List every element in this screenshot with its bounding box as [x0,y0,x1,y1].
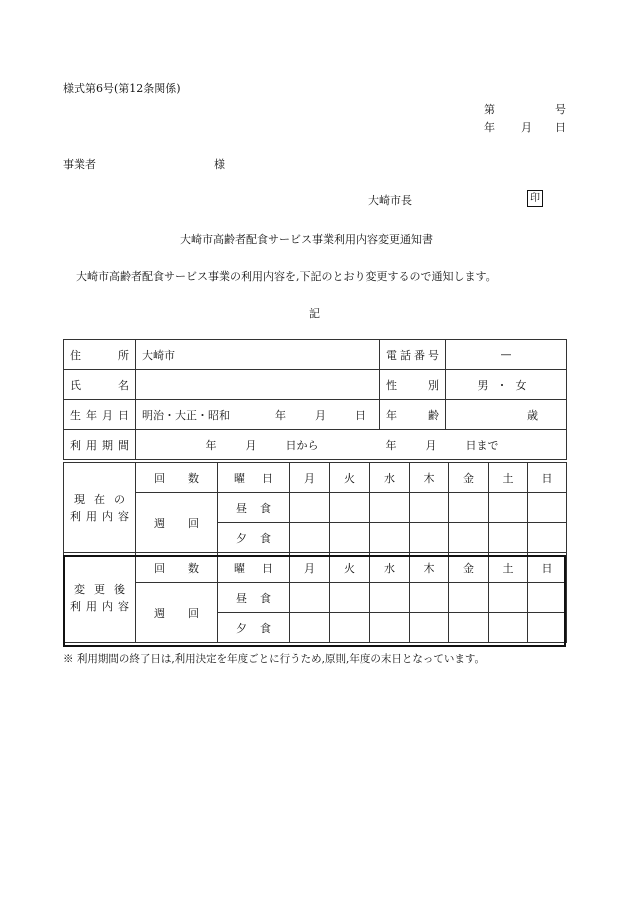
birth-day: 日 [355,408,366,422]
address-value: 大崎市 [136,340,380,370]
changed-weekday-mon: 月 [290,553,330,583]
name-value [136,370,380,400]
date-month-label: 月 [521,121,532,134]
addressee-label: 事業者 [63,158,96,171]
changed-usage-line2: 利用内容 [70,599,129,613]
current-weekday-label: 曜日 [234,471,273,485]
period-start-day: 日から [285,438,319,452]
changed-weekday-wed: 水 [370,553,410,583]
name-label: 氏名 [70,378,129,392]
current-weekly-label: 週回 [154,516,199,530]
seal-stamp: 印 [527,190,543,207]
changed-weekday-label: 曜日 [234,561,273,575]
phone-label: 電話番号 [386,348,439,362]
gender-options: 男・女 [446,370,567,400]
number-label-go: 号 [555,103,566,116]
period-end-day: 日まで [465,438,499,452]
number-label-dai: 第 [484,103,495,116]
changed-usage-label [64,553,136,643]
schedule-table [63,462,567,643]
current-weekday-tue: 火 [330,463,370,493]
changed-weekday-tue: 火 [330,553,370,583]
age-unit: 歳 [446,400,567,430]
current-weekday-mon: 月 [290,463,330,493]
gender-label: 性別 [386,378,439,392]
footnote: ※ 利用期間の終了日は,利用決定を年度ごとに行うため,原則,年度の末日となっています。 [63,653,486,665]
current-weekday-thu: 木 [410,463,449,493]
age-label: 年齢 [386,408,439,422]
current-weekday-sat: 土 [489,463,528,493]
applicant-info-table [63,339,567,460]
address-label: 住所 [70,348,129,362]
document-body: 大崎市高齢者配食サービス事業の利用内容を,下記のとおり変更するので通知します。 [76,270,497,283]
current-weekday-sun: 日 [528,463,567,493]
changed-weekly-label: 週回 [154,606,199,620]
document-title: 大崎市高齢者配食サービス事業利用内容変更通知書 [180,233,433,246]
period-start-month: 月 [245,438,257,452]
current-usage-label [64,463,136,553]
changed-weekday-sun: 日 [528,553,567,583]
date-year-label: 年 [484,121,495,134]
period-value [136,430,567,460]
issuer-title: 大崎市長 [368,194,412,207]
date-day-label: 日 [555,121,566,134]
changed-lunch-label: 昼食 [236,591,271,605]
current-lunch-label: 昼食 [236,501,271,515]
changed-dinner-label: 夕食 [236,621,271,635]
current-dinner-label: 夕食 [236,531,271,545]
period-start-year: 年 [205,438,217,452]
period-label: 利用期間 [70,438,129,452]
current-count-label: 回数 [154,471,199,485]
birthdate-label: 生年月日 [70,408,129,422]
current-weekday-fri: 金 [449,463,489,493]
birth-eras: 明治・大正・昭和 [142,408,230,422]
changed-weekday-thu: 木 [410,553,449,583]
current-weekday-wed: 水 [370,463,410,493]
birthdate-value [136,400,380,430]
period-end-year: 年 [385,438,397,452]
addressee-honorific: 様 [214,158,225,171]
changed-weekday-sat: 土 [489,553,528,583]
changed-usage-line1: 変更後 [74,582,125,596]
current-usage-line1: 現在の [74,492,125,506]
ki-label: 記 [309,307,320,320]
birth-year: 年 [275,408,286,422]
changed-count-label: 回数 [154,561,199,575]
current-usage-line2: 利用内容 [70,509,129,523]
period-end-month: 月 [425,438,437,452]
form-number: 様式第6号(第12条関係) [63,82,181,95]
birth-month: 月 [315,408,326,422]
phone-value: — [446,340,567,370]
changed-weekday-fri: 金 [449,553,489,583]
